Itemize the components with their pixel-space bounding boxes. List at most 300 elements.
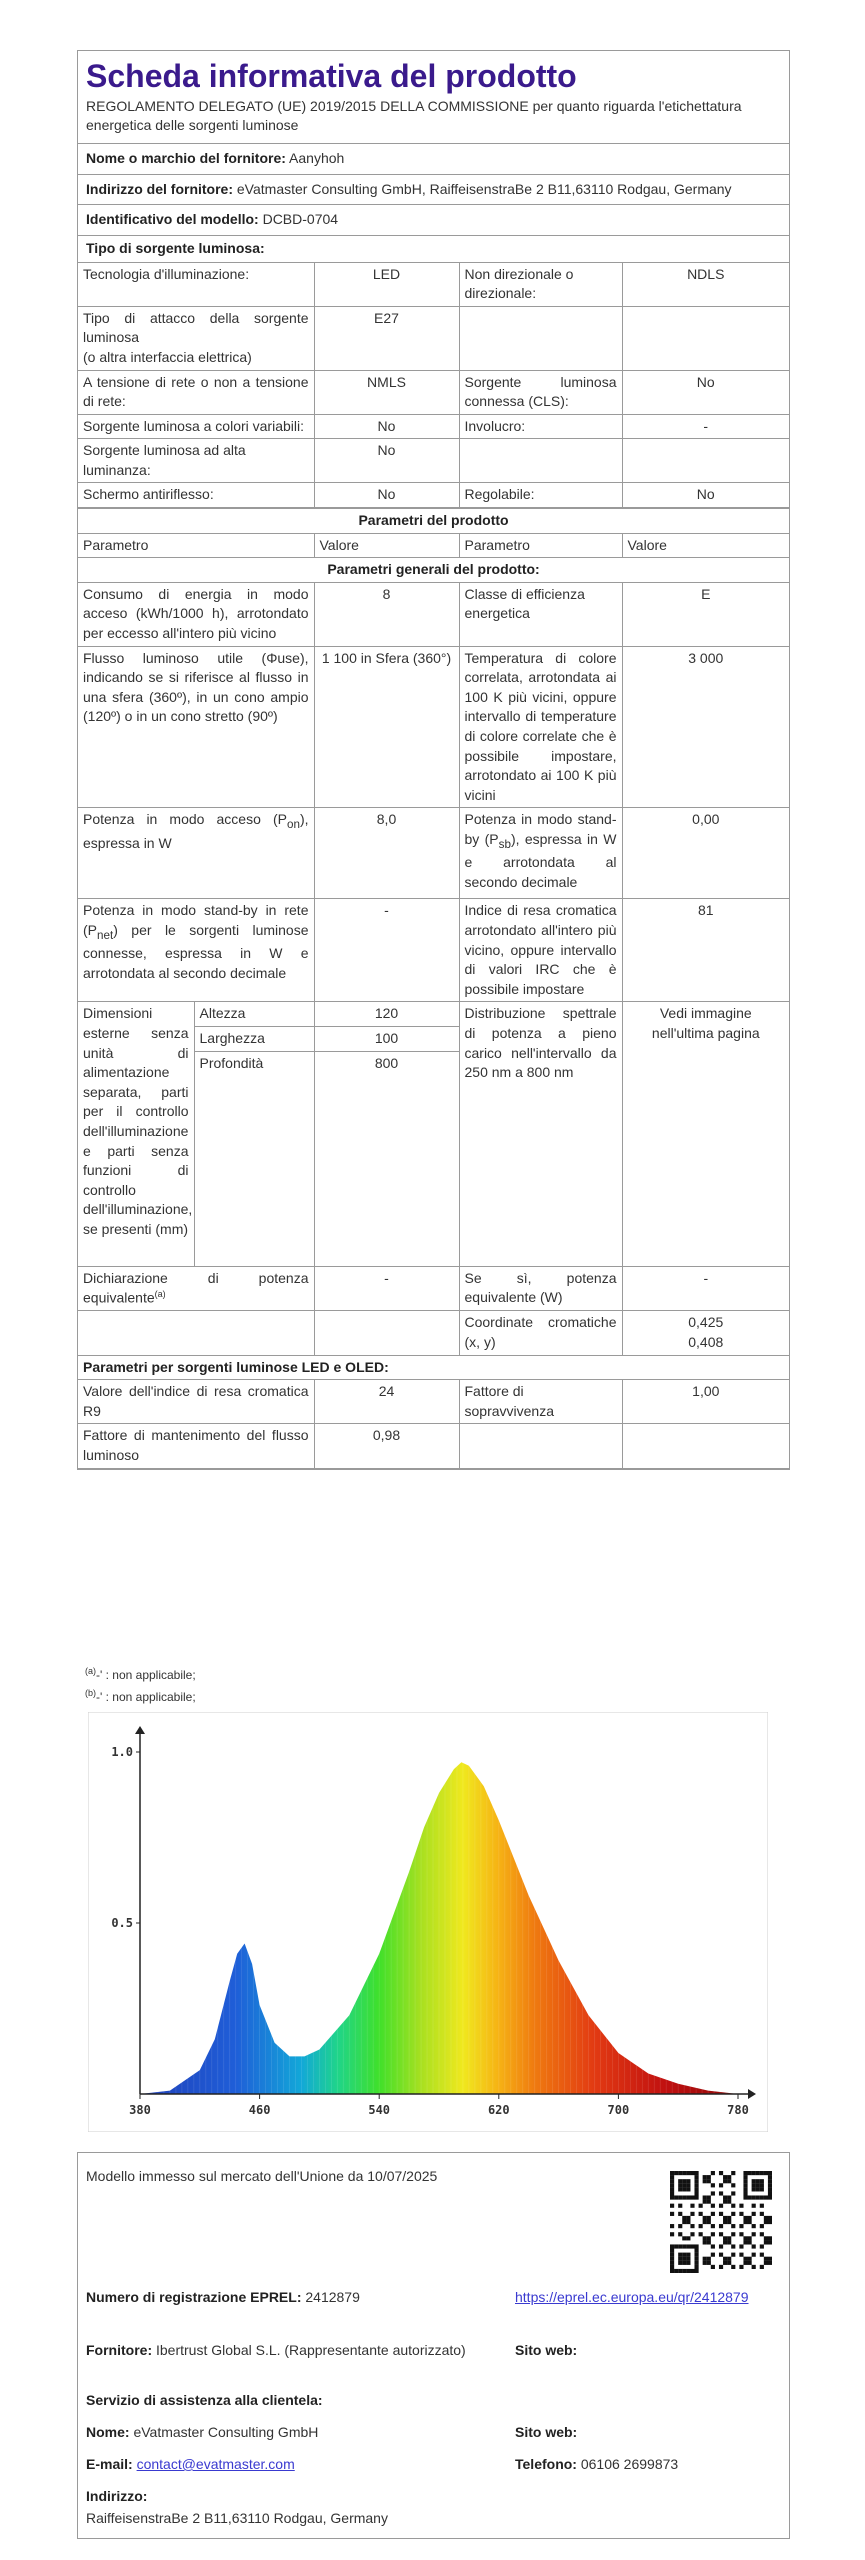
qr-module [743, 2216, 747, 2220]
table-row [78, 306, 789, 370]
table-row [78, 370, 789, 414]
qr-module [764, 2240, 768, 2244]
qr-module [707, 2220, 711, 2224]
survival-factor-value: 1,00 [622, 1380, 789, 1424]
flux-value: 1 100 in Sfera (360°) [314, 646, 459, 808]
qr-module [711, 2183, 715, 2187]
qr-module [694, 2257, 698, 2261]
cct-value: 3 000 [622, 646, 789, 808]
qr-module [743, 2236, 747, 2240]
qr-module [727, 2257, 731, 2261]
qr-module [707, 2195, 711, 2199]
qr-module [686, 2236, 690, 2240]
qr-module [723, 2220, 727, 2224]
qr-module [768, 2195, 772, 2199]
service-name-value: eVatmaster Consulting GmbH [133, 2424, 319, 2440]
depth-label: Profondità [194, 1051, 314, 1266]
qr-module [670, 2253, 674, 2257]
qr-module [760, 2187, 764, 2191]
energy-value: 8 [314, 582, 459, 646]
spd-value: Vedi immagine nell'ultima pagina [622, 1002, 789, 1266]
x-tick-label: 460 [248, 2103, 271, 2117]
qr-module [723, 2200, 727, 2204]
qr-module [727, 2220, 731, 2224]
regulation-subtitle: REGOLAMENTO DELEGATO (UE) 2019/2015 DELLA COMMISSIONE per quanto riguarda l'etichettatura energetica delle sorgenti luminose [86, 98, 742, 134]
phone-value: 06106 2699873 [580, 2456, 679, 2472]
x-tick-label: 620 [487, 2103, 510, 2117]
cap-label-main: Tipo di attacco della sorgente luminosa [83, 309, 309, 346]
qr-module [694, 2191, 698, 2195]
eprel-url[interactable]: https://eprel.ec.europa.eu/qr/2412879 [515, 2289, 749, 2305]
qr-module [707, 2236, 711, 2240]
qr-module [670, 2191, 674, 2195]
chromaticity-x: 0,425 [688, 1314, 724, 1331]
eprel-link[interactable] [515, 2288, 777, 2308]
qr-module [690, 2212, 694, 2216]
color-tunable-label: Sorgente luminosa a colori variabili: [78, 414, 314, 439]
qr-module [768, 2183, 772, 2187]
qr-module [699, 2224, 703, 2228]
table-row [78, 1380, 789, 1424]
supplier-name-value: Aanyhoh [289, 150, 345, 167]
mains-value: NMLS [314, 370, 459, 414]
empty-cell [459, 1424, 622, 1468]
qr-module [731, 2244, 735, 2248]
address-label: Indirizzo: [86, 2488, 148, 2504]
on-mode-power-label [78, 808, 314, 899]
height-label: Altezza [194, 1002, 314, 1027]
cap-label [78, 306, 314, 370]
qr-module [703, 2200, 707, 2204]
qr-module [686, 2257, 690, 2261]
qr-module [748, 2236, 752, 2240]
qr-module [760, 2204, 764, 2208]
col-param-header: Parametro [78, 533, 314, 558]
high-luminance-label: Sorgente luminosa ad alta luminanza: [78, 439, 314, 483]
table-row [78, 1002, 789, 1027]
qr-module [670, 2265, 674, 2269]
qr-module [727, 2261, 731, 2265]
qr-module [670, 2224, 674, 2228]
on-mode-power-text: Potenza in modo acceso (P [83, 811, 287, 828]
supplier-name-row [78, 143, 789, 174]
email-link[interactable]: contact@evatmaster.com [136, 2456, 295, 2472]
y-tick-label: 1.0 [111, 1745, 133, 1759]
survival-factor-label: Fattore di sopravvivenza [459, 1380, 622, 1424]
qr-module [748, 2240, 752, 2244]
eprel-label: Numero di registrazione EPREL: [86, 2289, 302, 2305]
qr-module [756, 2171, 760, 2175]
x-tick-label: 380 [129, 2103, 151, 2117]
qr-module [703, 2175, 707, 2179]
qr-module [703, 2236, 707, 2240]
qr-module [711, 2253, 715, 2257]
standby-power-sub: sb [498, 837, 511, 851]
qr-module [670, 2179, 674, 2183]
qr-module [678, 2195, 682, 2199]
qr-module [690, 2195, 694, 2199]
qr-module [686, 2195, 690, 2199]
qr-module [719, 2244, 723, 2248]
qr-module [707, 2200, 711, 2204]
qr-module [674, 2195, 678, 2199]
qr-module [682, 2269, 686, 2273]
col-param-header: Parametro [459, 533, 622, 558]
service-name-label: Nome: [86, 2424, 130, 2440]
table-row [78, 439, 789, 483]
qr-module [719, 2232, 723, 2236]
qr-module [678, 2212, 682, 2216]
qr-module [678, 2179, 682, 2183]
standby-power-text-end: ), espressa in W e arrotondata al secondo decimale [464, 830, 617, 890]
qr-module [743, 2195, 747, 2199]
qr-module [694, 2187, 698, 2191]
qr-module [699, 2232, 703, 2236]
market-date-text: Modello immesso sul mercato dell'Unione da 10/07/2025 [86, 2168, 438, 2184]
empty-cell [314, 1311, 459, 1355]
qr-module [727, 2236, 731, 2240]
qr-module [670, 2269, 674, 2273]
cap-label-note: (o altra interfaccia elettrica) [83, 348, 252, 365]
qr-module [699, 2204, 703, 2208]
network-standby-label [78, 899, 314, 1002]
qr-module [682, 2253, 686, 2257]
qr-module [752, 2224, 756, 2228]
qr-module [752, 2253, 756, 2257]
qr-module [739, 2253, 743, 2257]
empty-cell [78, 1311, 314, 1355]
parameters-table [78, 508, 789, 1468]
qr-module [682, 2257, 686, 2261]
col-value-header: Valore [314, 533, 459, 558]
empty-cell [622, 1424, 789, 1468]
qr-module [699, 2212, 703, 2216]
qr-module [723, 2195, 727, 2199]
network-standby-text: Potenza in modo stand-by in rete (P [83, 902, 309, 938]
table-row [78, 1311, 789, 1355]
footer-supplier-value: Ibertrust Global S.L. (Rappresentante autorizzato) [156, 2342, 466, 2358]
width-label: Larghezza [194, 1026, 314, 1051]
qr-module [707, 2175, 711, 2179]
network-standby-text-end: ) per le sorgenti luminose connesse, espressa in W e arrotondata al secondo decimale [83, 921, 309, 981]
equivalent-power-label [78, 1266, 314, 1311]
qr-module [723, 2257, 727, 2261]
empty-cell [622, 439, 789, 483]
qr-module [682, 2244, 686, 2248]
equivalent-power-text: Dichiarazione di potenza equivalente [83, 1269, 309, 1306]
qr-module [748, 2261, 752, 2265]
lumen-maintenance-label: Fattore di mantenimento del flusso luminoso [78, 1424, 314, 1468]
qr-module [743, 2171, 747, 2175]
qr-module [686, 2261, 690, 2265]
qr-module [703, 2179, 707, 2183]
qr-module [686, 2220, 690, 2224]
qr-module [694, 2253, 698, 2257]
qr-module [743, 2220, 747, 2224]
r9-label: Valore dell'indice di resa cromatica R9 [78, 1380, 314, 1424]
qr-module [752, 2244, 756, 2248]
on-mode-power-value: 8,0 [314, 808, 459, 899]
qr-module [694, 2261, 698, 2265]
qr-module [764, 2171, 768, 2175]
qr-module [711, 2232, 715, 2236]
envelope-label: Involucro: [459, 414, 622, 439]
network-standby-value: - [314, 899, 459, 1002]
qr-module [670, 2175, 674, 2179]
qr-module [752, 2212, 756, 2216]
qr-module [678, 2183, 682, 2187]
qr-module [711, 2224, 715, 2228]
qr-module [678, 2232, 682, 2236]
qr-module [694, 2179, 698, 2183]
qr-module [682, 2220, 686, 2224]
chromaticity-label: Coordinate cromatiche (x, y) [459, 1311, 622, 1355]
qr-module [764, 2216, 768, 2220]
source-type-row [78, 235, 789, 262]
footnote-a [85, 1664, 196, 1686]
qr-module [760, 2179, 764, 2183]
cri-label: Indice di resa cromatica arrotondato all'intero più vicino, oppure intervallo di valori IRC che è possibile impostare [459, 899, 622, 1002]
cls-value: No [622, 370, 789, 414]
mains-label: A tensione di rete o non a tensione di rete: [78, 370, 314, 414]
qr-module [768, 2179, 772, 2183]
dimensions-label: Dimensioni esterne senza unità di alimentazione separata, parti per il controllo dell'illuminazione e parti senza funzioni di controllo dell'illuminazione, se presenti (mm) [78, 1002, 194, 1266]
qr-module [682, 2183, 686, 2187]
r9-value: 24 [314, 1380, 459, 1424]
qr-module [678, 2257, 682, 2261]
qr-module [682, 2261, 686, 2265]
table-row [78, 1424, 789, 1468]
qr-module [748, 2195, 752, 2199]
source-type-label: Tipo di sorgente luminosa: [86, 239, 265, 256]
cct-label: Temperatura di colore correlata, arrotondata ai 100 K più vicini, oppure intervallo di temperature di colore correlate che è possibile impostare, arrotondato ai 100 K più vicini [459, 646, 622, 808]
qr-module [694, 2195, 698, 2199]
qr-module [768, 2191, 772, 2195]
qr-module [690, 2204, 694, 2208]
qr-module [711, 2171, 715, 2175]
table-row [78, 1355, 789, 1380]
qr-module [723, 2240, 727, 2244]
qr-module [686, 2253, 690, 2257]
equivalent-power-note-mark: (a) [154, 1289, 166, 1300]
supplier-address-row [78, 174, 789, 205]
qr-module [756, 2195, 760, 2199]
qr-module [768, 2175, 772, 2179]
network-standby-sub: net [97, 928, 114, 942]
qr-module [727, 2216, 731, 2220]
qr-module [760, 2195, 764, 2199]
website-label-2: Sito web: [515, 2424, 578, 2440]
cri-value: 81 [622, 899, 789, 1002]
qr-module [678, 2171, 682, 2175]
tech-value: LED [314, 262, 459, 306]
table-row [78, 646, 789, 808]
supplier-address-value: eVatmaster Consulting GmbH, RaiffeisenstraBe 2 B11,63110 Rodgau, Germany [236, 180, 732, 197]
website-label-1: Sito web: [515, 2342, 578, 2358]
qr-module [707, 2240, 711, 2244]
qr-module [768, 2257, 772, 2261]
qr-module [711, 2212, 715, 2216]
qr-module [719, 2224, 723, 2228]
qr-module [674, 2244, 678, 2248]
empty-cell [622, 306, 789, 370]
depth-value: 800 [314, 1051, 459, 1266]
footnote-a-text: -' : non applicabile; [96, 1668, 196, 1682]
anti-glare-value: No [314, 483, 459, 508]
phone-row [515, 2455, 678, 2475]
cap-value: E27 [314, 306, 459, 370]
qr-module [682, 2171, 686, 2175]
qr-module [719, 2171, 723, 2175]
footnote-b-text: -' : non applicabile; [96, 1690, 196, 1704]
table-row [78, 414, 789, 439]
cls-label: Sorgente luminosa connessa (CLS): [459, 370, 622, 414]
height-value: 120 [314, 1002, 459, 1027]
footnote-b-mark: (b) [85, 1688, 96, 1698]
qr-module [760, 2244, 764, 2248]
qr-module [703, 2240, 707, 2244]
dimmable-label: Regolabile: [459, 483, 622, 508]
qr-module [711, 2265, 715, 2269]
qr-module [674, 2269, 678, 2273]
col-value-header: Valore [622, 533, 789, 558]
qr-module [743, 2191, 747, 2195]
qr-module [731, 2232, 735, 2236]
qr-module [743, 2183, 747, 2187]
model-id-value: DCBD-0704 [262, 211, 339, 228]
table-row [78, 483, 789, 508]
x-tick-label: 540 [368, 2103, 391, 2117]
on-mode-power-sub: on [286, 818, 300, 832]
qr-module [756, 2179, 760, 2183]
supplier-row [86, 2341, 496, 2361]
qr-module [703, 2261, 707, 2265]
standby-power-value: 0,00 [622, 808, 789, 899]
qr-module [743, 2187, 747, 2191]
qr-module [731, 2265, 735, 2269]
envelope-value: - [622, 414, 789, 439]
qr-module [694, 2183, 698, 2187]
qr-module [703, 2216, 707, 2220]
efficiency-class-value: E [622, 582, 789, 646]
qr-module [719, 2204, 723, 2208]
qr-module [743, 2261, 747, 2265]
table-row [78, 509, 789, 534]
qr-module [711, 2204, 715, 2208]
anti-glare-label: Schermo antiriflesso: [78, 483, 314, 508]
table-row [78, 558, 789, 583]
qr-module [690, 2232, 694, 2236]
qr-module [670, 2249, 674, 2253]
qr-module [739, 2212, 743, 2216]
table-row [78, 899, 789, 1002]
qr-module [690, 2269, 694, 2273]
qr-module [686, 2187, 690, 2191]
model-id-label: Identificativo del modello: [86, 211, 259, 228]
table-row [78, 808, 789, 899]
qr-module [686, 2183, 690, 2187]
qr-module [768, 2216, 772, 2220]
qr-module [727, 2200, 731, 2204]
qr-module [670, 2204, 674, 2208]
qr-module [760, 2171, 764, 2175]
model-id-row [78, 204, 789, 235]
qr-module [743, 2179, 747, 2183]
qr-module [723, 2261, 727, 2265]
footnote-a-mark: (a) [85, 1666, 96, 1676]
qr-module [739, 2232, 743, 2236]
email-row [86, 2455, 295, 2475]
qr-module [719, 2212, 723, 2216]
footer-supplier-label: Fornitore: [86, 2342, 153, 2358]
on-mode-power-text-end: ), espressa in W [83, 811, 309, 851]
qr-module [690, 2224, 694, 2228]
qr-module [731, 2204, 735, 2208]
qr-module [760, 2224, 764, 2228]
registration-info-box [77, 2152, 790, 2539]
qr-module [739, 2224, 743, 2228]
standby-power-text: Potenza in modo stand-by (P [464, 811, 617, 847]
footnotes [85, 1664, 196, 1708]
qr-module [670, 2183, 674, 2187]
standby-power-label [459, 808, 622, 899]
table-row [78, 262, 789, 306]
qr-module [743, 2175, 747, 2179]
qr-module [719, 2253, 723, 2257]
qr-module [748, 2257, 752, 2261]
qr-module [760, 2232, 764, 2236]
qr-module [670, 2195, 674, 2199]
supplier-address-label: Indirizzo del fornitore: [86, 180, 233, 197]
width-value: 100 [314, 1026, 459, 1051]
qr-module [727, 2179, 731, 2183]
dimmable-value: No [622, 483, 789, 508]
high-luminance-value: No [314, 439, 459, 483]
qr-module [739, 2265, 743, 2269]
qr-module [694, 2175, 698, 2179]
supplier-name-label: Nome o marchio del fornitore: [86, 150, 286, 167]
eprel-row [86, 2288, 360, 2308]
flux-label: Flusso luminoso utile (Φuse), indicando se si riferisce al flusso in una sfera (360º), in un cono ampio (120º) o in un cono stretto (90º) [78, 646, 314, 808]
qr-module [682, 2236, 686, 2240]
qr-module [678, 2253, 682, 2257]
spd-label: Distribuzione spettrale di potenza a pieno carico nell'intervallo da 250 nm a 800 nm [459, 1002, 622, 1266]
qr-module [703, 2257, 707, 2261]
qr-module [686, 2171, 690, 2175]
direction-value: NDLS [622, 262, 789, 306]
spectral-chart-svg [88, 1712, 768, 2132]
qr-module [670, 2187, 674, 2191]
qr-module [768, 2261, 772, 2265]
qr-module [748, 2216, 752, 2220]
direction-label: Non direzionale o direzionale: [459, 262, 622, 306]
qr-module [731, 2212, 735, 2216]
qr-module [760, 2253, 764, 2257]
qr-module [670, 2171, 674, 2175]
qr-module [768, 2171, 772, 2175]
qr-module [694, 2249, 698, 2253]
qr-module [707, 2257, 711, 2261]
qr-module [760, 2212, 764, 2216]
qr-code[interactable] [670, 2171, 772, 2273]
qr-module [719, 2265, 723, 2269]
general-params-title: Parametri generali del prodotto: [78, 558, 789, 583]
chromaticity-y: 0,408 [688, 1333, 724, 1350]
source-type-table [78, 262, 789, 509]
color-tunable-value: No [314, 414, 459, 439]
qr-module [764, 2257, 768, 2261]
qr-module [694, 2265, 698, 2269]
